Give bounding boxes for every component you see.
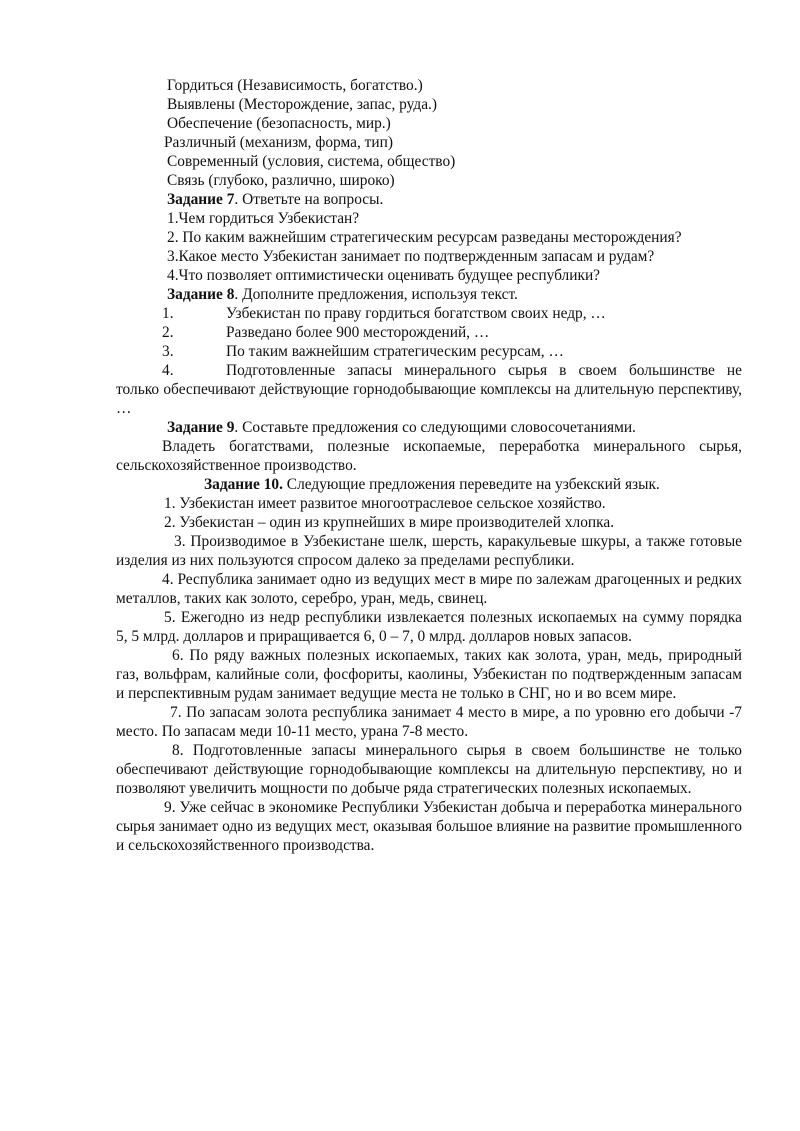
task10-sentence: 6. По ряду важных полезных ископаемых, таких как золота, уран, медь, природный газ, вольфрам, калийные соли, фосфориты, каолины, Узбекистан по подтвержденным запасам и перспективным рудам занимает ведущие места не только в СНГ, но и во всем мире. [116, 647, 742, 702]
task9 [116, 418, 742, 475]
task7-question: 2. По каким важнейшим стратегическим ресурсам разведаны месторождения? [167, 229, 682, 246]
task8-item-number: 1. [162, 305, 174, 322]
task8-item [116, 304, 742, 323]
task8-item-text: Подготовленные запасы минерального сырья в своем большинстве не [226, 362, 742, 379]
task7-heading [116, 190, 742, 209]
task10 [116, 475, 742, 855]
task7-question: 1.Чем гордиться Узбекистан? [167, 210, 360, 227]
task8-item-text: По таким важнейшим стратегическим ресурсам, … [226, 343, 564, 360]
task9-heading [116, 418, 742, 437]
task10-sentence: 9. Уже сейчас в экономике Республики Узбекистан добыча и переработка минерального сырья занимает одно из ведущих мест, оказывая большое влияние на развитие промышленного и сельскохозяйственного производства. [116, 799, 742, 854]
task10-sentence: 4. Республика занимает одно из ведущих мест в мире по залежам драгоценных и редких металлов, таких как золото, серебро, уран, медь, свинец. [116, 571, 742, 607]
task10-sentence: 7. По запасам золота республика занимает 4 место в мире, а по уровню его добычи -7 место. По запасам меди 10-11 место, урана 7-8 место. [116, 704, 742, 740]
task8-item-number: 2. [162, 324, 174, 341]
task7 [116, 190, 742, 285]
task8-item [116, 361, 742, 380]
task8-instruction: . Дополните предложения, используя текст. [234, 286, 518, 303]
task7-question: 4.Что позволяет оптимистически оценивать будущее республики? [167, 267, 601, 284]
task10-sentence: 8. Подготовленные запасы минерального сырья в своем большинстве не только обеспечивают действующие горнодобывающие комплексы на длительную перспективу, но и позволяют увеличить мощности по добыче ряда стратегических полезных ископаемых. [116, 742, 742, 797]
task8-title: Задание 8 [167, 286, 235, 303]
word-list-item: Современный (условия, система, общество) [167, 153, 456, 170]
task8-item [116, 323, 742, 342]
task10-heading [116, 475, 742, 494]
word-list-item: Выявлены (Месторождение, запас, руда.) [167, 96, 438, 113]
task8-heading [116, 285, 742, 304]
word-list-item: Различный (механизм, форма, тип) [164, 134, 393, 151]
task7-title: Задание 7 [167, 191, 235, 208]
task8-item-number: 3. [162, 343, 174, 360]
word-list-item: Гордиться (Независимость, богатство.) [167, 77, 423, 94]
word-list-item: Связь (глубоко, различно, широко) [167, 172, 395, 189]
task10-title: Задание 10. [204, 476, 283, 493]
task8-item-continuation: только обеспечивают действующие горнодобывающие комплексы на длительную перспективу, … [116, 381, 742, 417]
task8-item [116, 342, 742, 361]
word-list-item: Обеспечение (безопасность, мир.) [167, 115, 391, 132]
task10-instruction: Следующие предложения переведите на узбекский язык. [282, 476, 660, 493]
task10-sentence: 2. Узбекистан – один из крупнейших в мире производителей хлопка. [164, 514, 615, 531]
task10-sentence: 1. Узбекистан имеет развитое многоотраслевое сельское хозяйство. [164, 495, 606, 512]
task9-title: Задание 9 [167, 419, 235, 436]
task8-item-number: 4. [162, 362, 174, 379]
task9-body: Владеть богатствами, полезные ископаемые, переработка минерального сырья, сельскохозяйственное производство. [116, 438, 742, 474]
task8-item-text: Разведано более 900 месторождений, … [226, 324, 490, 341]
task8-item-text: Узбекистан по праву гордиться богатством своих недр, … [226, 305, 606, 322]
task7-instruction: . Ответьте на вопросы. [234, 191, 384, 208]
task9-instruction: . Составьте предложения со следующими словосочетаниями. [234, 419, 636, 436]
task8 [116, 285, 742, 418]
document-page [116, 76, 742, 855]
task10-sentence: 3. Производимое в Узбекистане шелк, шерсть, каракульевые шкуры, а также готовые изделия из них пользуются спросом далеко за пределами республики. [116, 533, 742, 569]
task7-question: 3.Какое место Узбекистан занимает по подтвержденным запасам и рудам? [167, 248, 655, 265]
word-list [116, 76, 742, 190]
task10-sentence: 5. Ежегодно из недр республики извлекается полезных ископаемых на сумму порядка 5, 5 млрд. долларов и приращивается 6, 0 – 7, 0 млрд. долларов новых запасов. [116, 609, 742, 645]
